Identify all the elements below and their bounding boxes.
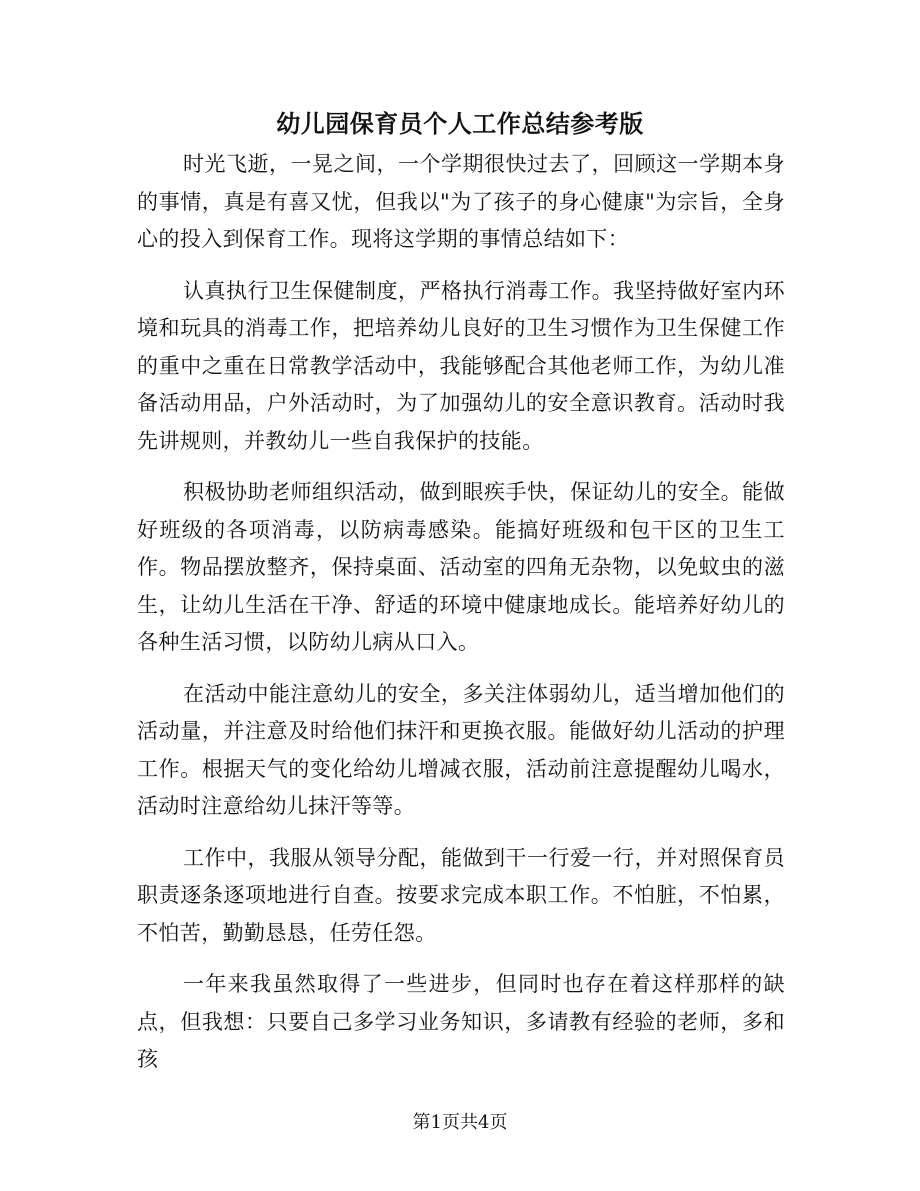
paragraph-shortcomings: 一年来我虽然取得了一些进步，但同时也存在着这样那样的缺点，但我想：只要自己多学习业务知识，多请教有经验的老师，多和孩 [137, 972, 785, 1071]
paragraph-intro: 时光飞逝，一晃之间，一个学期很快过去了，回顾这一学期本身的事情，真是有喜又忧，但我以"为了孩子的身心健康"为宗旨，全身心的投入到保育工作。现将这学期的事情总结如下： [137, 152, 785, 251]
document-title: 幼儿园保育员个人工作总结参考版 [276, 109, 644, 138]
paragraph-assist-teacher: 积极协助老师组织活动，做到眼疾手快，保证幼儿的安全。能做好班级的各项消毒，以防病毒感染。能搞好班级和包干区的卫生工作。物品摆放整齐，保持桌面、活动室的四角无杂物，以免蚊虫的滋生，让幼儿生活在干净、舒适的环境中健康地成长。能培养好幼儿的各种生活习惯，以防幼儿病从口入。 [137, 480, 785, 654]
paragraph-work-attitude: 工作中，我服从领导分配，能做到干一行爱一行，并对照保育员职责逐条逐项地进行自查。按要求完成本职工作。不怕脏，不怕累，不怕苦，勤勤恳恳，任劳任怨。 [137, 845, 785, 945]
page-number-footer: 第1页共4页 [412, 1112, 508, 1133]
paragraph-hygiene: 认真执行卫生保健制度，严格执行消毒工作。我坚持做好室内环境和玩具的消毒工作，把培养幼儿良好的卫生习惯作为卫生保健工作的重中之重在日常教学活动中，我能够配合其他老师工作，为幼儿准备活动用品，户外活动时，为了加强幼儿的安全意识教育。活动时我先讲规则，并教幼儿一些自我保护的技能。 [137, 278, 785, 453]
paragraph-safety: 在活动中能注意幼儿的安全，多关注体弱幼儿，适当增加他们的活动量，并注意及时给他们抹汗和更换衣服。能做好幼儿活动的护理工作。根据天气的变化给幼儿增减衣服，活动前注意提醒幼儿喝水，活动时注意给幼儿抹汗等等。 [137, 681, 785, 818]
document-body [137, 146, 785, 1093]
